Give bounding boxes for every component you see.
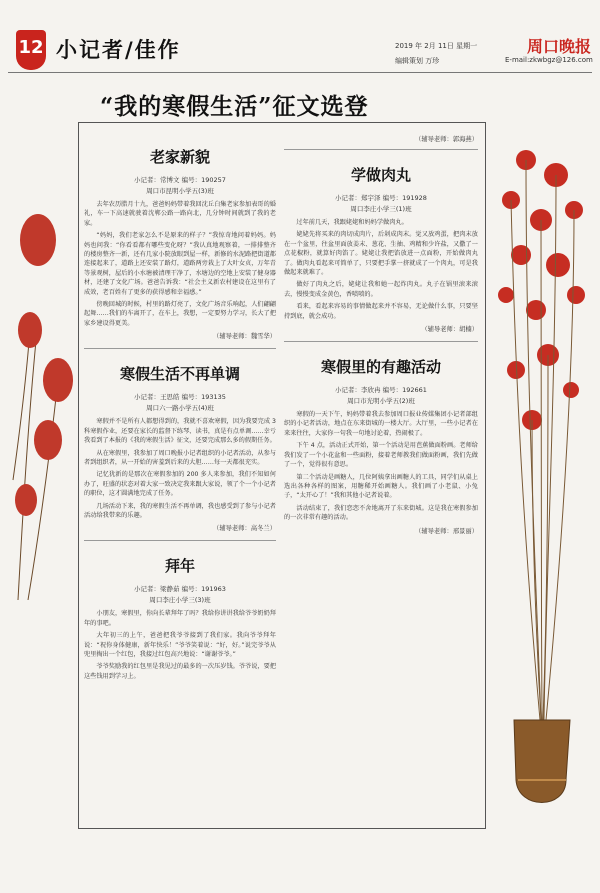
article-teacher: （辅导老师：郭海燕） xyxy=(415,136,478,143)
article-paragraph: 姥姥先将买来的肉切成肉片，后剁成肉末。觉又放鸡蛋，把肉末放在一个盆里，往盆里面放姜末、葱花、生抽、鸡精和少许盐，又撒了一点花椒粉，就算好肉馅了。姥姥让我把馅放进一点面粉，开始做肉丸了。做肉丸看起来可简单了，只要把手掌一挤就成了一个肉丸，可是我做起来就难了。 xyxy=(284,231,478,277)
article-hometown xyxy=(84,146,276,340)
article-paragraph: 过年前几天，我跟姥姥和妈妈学做肉丸。 xyxy=(296,219,408,226)
article-paragraph: 下午 4 点，活动正式开始，第一个活动是用芭蕉做面粉画。老师给我们发了一个小花盆和一些面粉，接着老师教我们做面粉画，我们先做了一个，觉得很有意思。 xyxy=(284,442,478,469)
article-paragraph: 从在寒假里，我参加了周口晚报小记者组织的小记者活动，从参与者到组织者，从一开始的害羞到后来的大胆……每一天都很充实。 xyxy=(84,449,276,466)
article-paragraph: 记忆犹新的是那次在寒假参加的 200 多人来参加，我们不知如何办了，旺盛的状态对着大家一致决定我来跟大家说，领了个一个小记者的职位，这才圆满地完成了任务。 xyxy=(84,471,276,498)
article-school: 周口六一路小学五(4)班 xyxy=(146,404,214,413)
article-paragraph: 活动结束了，我们恋恋不舍地离开了东来街城。这是我在寒假参加的一次非常有趣的活动。 xyxy=(284,504,478,522)
article-byline: 小记者：梁静茹 编号：191963 xyxy=(134,585,226,594)
left-column xyxy=(84,132,276,689)
article-byline: 小记者：王思皓 编号：193135 xyxy=(134,393,226,402)
article-paragraph: 去年农历腊月十九，爸爸妈妈带着我回沈丘白集老家参加表哥的婚礼，车一下高速就驶着沈郸公路一路向北，几分钟时间就到了我的老家。 xyxy=(84,201,276,227)
article-paragraph: 寒假的一天下午，妈妈带着我去参加周口报业传媒集团小记者部组织的小记者活动，地点在东来街城的一楼大厅。大厅里，一些小记者在来来往往，大家你一句我一句地讨论着，热闹极了。 xyxy=(284,411,478,437)
article-school: 周口李庄小学三(1)班 xyxy=(350,205,412,213)
editor-credit: 编辑策划 万珍 xyxy=(395,57,440,65)
article-title: 拜年 xyxy=(164,557,195,576)
article-title: 学做肉丸 xyxy=(350,166,411,184)
article-teacher: （辅导老师：高冬兰） xyxy=(213,525,276,533)
article-school: 周口市光明小学五(2)班 xyxy=(347,397,415,406)
right-column xyxy=(284,132,478,543)
article-paragraph: 几场活动下来，我的寒假生活不再单调，我也感受到了参与小记者活动给我带来的乐趣。 xyxy=(84,502,276,519)
article-fun-activities xyxy=(284,356,478,534)
decorative-flower-vase xyxy=(486,80,596,880)
article-byline: 小记者：李欣冉 编号：192661 xyxy=(335,386,427,395)
article-byline: 小记者：郑宇泽 编号：191928 xyxy=(335,194,427,202)
article-byline: 小记者：常博文 编号：190257 xyxy=(134,176,226,184)
decorative-flowers-left xyxy=(8,180,78,600)
article-divider xyxy=(284,341,478,342)
header-divider xyxy=(8,72,592,73)
article-school: 周口李庄小学三(3)班 xyxy=(149,596,211,605)
article-divider xyxy=(84,540,276,541)
contact-email: E-mail:zkwbgz@126.com xyxy=(505,56,593,64)
article-paragraph: 看来，看起来容易的事情做起来并不容易，无论做什么事，只要坚持到底，就会成功。 xyxy=(284,303,478,320)
article-school: 周口市昆明小学五(3)班 xyxy=(146,187,214,195)
article-paragraph: 大年初三的上午，爸爸把我爷爷接到了我们家。我向爷爷拜年说：“祝你身体健康，新年快乐！”爷爷笑着说：“好，好。”说完爷爷从兜里掏出一个红包，我接过红包高兴地说：“谢谢爷爷。” xyxy=(84,632,276,658)
article-paragraph: 爷爷奖励我的红包里是我见过的最多的一次压岁钱。爷爷说，要把这些钱用到学习上。 xyxy=(84,663,276,680)
article-paragraph: 傍晚回城的时候，村里的路灯亮了，文化广场音乐响起，人们翩翩起舞……我们的车离开了，在车上，我想，一定要努力学习，长大了把家乡建设得更美。 xyxy=(84,301,276,327)
newspaper-logo: 周口晚报 xyxy=(527,37,592,56)
article-winter-break xyxy=(84,363,276,532)
article-paragraph: 寒假并不是所有人都想得到的，我就不喜欢寒假，因为我要完成 3 科寒假作业，还要在家长的监督下练琴、读书，真是有点单调……幸亏我看到了本报的《我的寒假生活》征文，还要完成那么多的假期任务。 xyxy=(84,418,276,445)
issue-date: 2019 年 2月 11日 星期一 xyxy=(395,42,478,50)
section-title: 小记者/佳作 xyxy=(56,37,181,62)
page-headline: “我的寒假生活”征文选登 xyxy=(100,93,369,120)
article-paragraph: 第二个活动是画糖人，几位阿姨拿出画糖人的工具，同学们从桌上选出各种各样的图案，用糖稀开始画糖人。我们画了小老鼠、小兔子，“太开心了！”我和其他小记者说着。 xyxy=(284,473,478,500)
article-title: 寒假里的有趣活动 xyxy=(320,358,441,377)
article-teacher: （辅导老师：胡楠） xyxy=(421,326,478,334)
article-new-year-visit xyxy=(84,555,276,681)
article-paragraph: 做好了肉丸之后，姥姥让我和她一起炸肉丸。丸子在锅里滚来滚去，慢慢变成金黄色，香喷喷的。 xyxy=(284,281,478,298)
article-meatballs xyxy=(284,164,478,333)
article-teacher: （辅导老师：邢景丽） xyxy=(415,527,478,535)
page-number-badge: 12 xyxy=(16,30,46,70)
article-title: 寒假生活不再单调 xyxy=(119,365,240,384)
article-title: 老家新貌 xyxy=(149,148,210,166)
article-divider xyxy=(84,348,276,349)
article-teacher: （辅导老师：魏雪华） xyxy=(213,333,276,341)
article-paragraph: 小朋友，寒假里，你向长辈拜年了吗？我给你讲讲我给爷爷奶奶拜年的事吧。 xyxy=(84,610,276,627)
article-paragraph: “妈妈，我们老家怎么不是原来的样子？”我惊奇地问着妈妈。妈妈也问我：“你看看都有哪些变化呀？”我认真地观察着，一排排整齐的楼房整齐一新，还有几家小院放眼到屋一样，新修的水泥路把街道都连接起来了，道路上还安装了路灯，道路两旁栽上了大叶女贞，万年青等景观树，屋后的小水塘被清理干净了，水塘边的空地上安装了健身器材，还建了文化广场。爸爸告诉我：“社会主义新农村建设在这里有了成效，老百姓有了更多的获得感和幸福感。” xyxy=(84,232,276,296)
article-divider xyxy=(284,149,478,150)
